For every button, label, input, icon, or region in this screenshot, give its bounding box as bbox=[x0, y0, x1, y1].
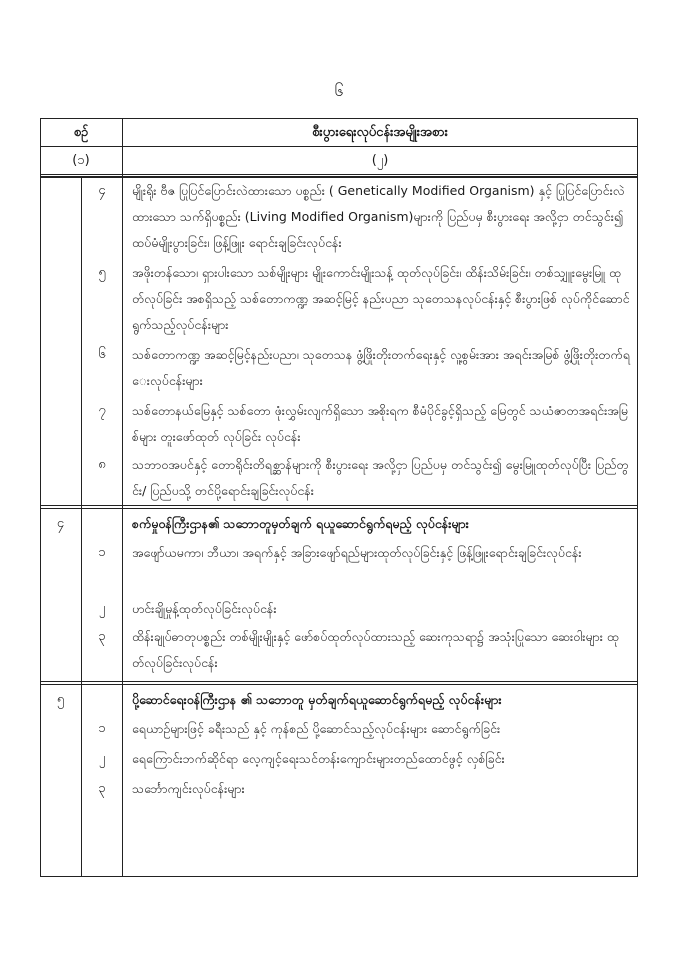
item-text: ရေကြောင်းဘက်ဆိုင်ရာ လေ့ကျင့်ရေးသင်တန်းကျောင်းများတည်ထောင်ဖွင့် လှစ်ခြင်း bbox=[132, 751, 505, 766]
item-text: အဖျော်ယမကာ၊ ဘီယာ၊ အရက်နှင့် အခြားဖျော်ရည်များထုတ်လုပ်ခြင်းနှင့် ဖြန့်ဖြူးရောင်းချခြင်းလုပ်ငန်း bbox=[132, 545, 582, 560]
subheader-1: (၁) bbox=[72, 153, 90, 168]
header-serial: စဉ် bbox=[73, 125, 89, 140]
header-divider bbox=[40, 146, 638, 147]
item-number: ၁ bbox=[98, 721, 106, 736]
item-text: အဖိုးတန်သော၊ ရှားပါးသော သစ်မျိုးများ မျိုးကောင်းမျိုးသန့် ထုတ်လုပ်ခြင်း၊ ထိန်းသိမ်းခြင်း၊ တစ်သျှူးမွေးမြူ ထုတ်လုပ်ခြင်း အစရှိသည့် သစ်တောကဏ္ဍ အဆင့်မြင့် နည်းပညာ သုတေသနလုပ်ငန်းနှင့် စီးပွားဖြစ် လုပ်ကိုင်ဆောင်ရွက်သည့်လုပ်ငန်းများ bbox=[132, 265, 630, 332]
item-number: ၁ bbox=[98, 545, 106, 560]
table-border-right bbox=[637, 118, 638, 877]
item-number: ၄ bbox=[98, 183, 106, 198]
section-5-separator bbox=[40, 681, 638, 685]
item-text: သင်္ဘောကျင်းလုပ်ငန်းများ bbox=[132, 781, 245, 796]
item-number: ၅ bbox=[98, 265, 106, 280]
item-text: ထိန်းချုပ်ဓာတုပစ္စည်း တစ်မျိုးမျိုးနှင့် ဖော်စပ်ထုတ်လုပ်ထားသည့် ဆေးကုသရာ၌ အသုံးပြုသော ဆေးဝါးများ ထုတ်လုပ်ခြင်းလုပ်ငန်း bbox=[132, 629, 619, 670]
page-number: ၆ bbox=[334, 81, 344, 100]
header-business-type: စီးပွားရေးလုပ်ငန်းအမျိုးအစား bbox=[312, 125, 448, 140]
item-text: ဟင်းချိုမှုန့်ထုတ်လုပ်ခြင်းလုပ်ငန်း bbox=[132, 601, 277, 616]
table-border-left bbox=[40, 118, 41, 877]
item-text: သစ်တောနယ်မြေနှင့် သစ်တော ဖုံးလွှမ်းလျက်ရှိသော အစိုးရက စီမံပိုင်ခွင့်ရှိသည့် မြေတွင် သယံဇာတအရင်းအမြစ်များ တူးဖော်ထုတ် လုပ်ခြင်း လုပ်ငန်း bbox=[132, 403, 628, 444]
subheader-2: (၂) bbox=[371, 153, 389, 168]
item-text: ရေယာဉ်များဖြင့် ခရီးသည် နှင့် ကုန်စည် ပို့ဆောင်သည့်လုပ်ငန်းများ ဆောင်ရွက်ခြင်း bbox=[132, 721, 501, 736]
item-number: ၂ bbox=[98, 601, 106, 616]
item-text: မျိုးရိုး ဗီဇ ပြုပြင်ပြောင်းလဲထားသော ပစ္စည်း ( Genetically Modified Organism) နှင့် ပြုပြင်ပြောင်းလဲထားသော သက်ရှိပစ္စည်း (Living Modified Organism)များကို ပြည်ပမှ စီးပွားရေး အလို့ငှာ တင်သွင်း၍ ထပ်မံမျိုးပွားခြင်း၊ ဖြန့်ဖြူး ရောင်းချခြင်းလုပ်ငန်း bbox=[132, 183, 625, 250]
section-title: စက်မှုဝန်ကြီးဌာန၏ သဘောတူမှတ်ချက် ရယူဆောင်ရွက်ရမည့် လုပ်ငန်းများ bbox=[132, 516, 469, 531]
business-types-table bbox=[40, 118, 638, 877]
item-number: ၃ bbox=[98, 781, 106, 796]
item-number: ၈ bbox=[98, 457, 106, 472]
section-title: ပို့ဆောင်ရေးဝန်ကြီးဌာန ၏ သဘောတူ မှတ်ချက်ရယူဆောင်ရွက်ရမည့် လုပ်ငန်းများ bbox=[132, 692, 502, 707]
item-text: သဘာဝအပင်နှင့် တောရိုင်းတိရစ္ဆာန်များကို စီးပွားရေး အလို့ငှာ ပြည်ပမှ တင်သွင်း၍ မွေးမြူထုတ်လုပ်ပြီး ပြည်တွင်း/ ပြည်ပသို့ တင်ပို့ရောင်းချခြင်းလုပ်ငန်း bbox=[132, 457, 629, 498]
item-number: ၆ bbox=[98, 347, 106, 362]
item-number-column-divider bbox=[122, 176, 123, 877]
section-number: ၅ bbox=[56, 692, 65, 707]
item-text: သစ်တောကဏ္ဍ အဆင့်မြင့်နည်းပညာ၊ သုတေသန ဖွံ့ဖြိုးတိုးတက်ရေးနှင့် လူ့စွမ်းအား အရင်းအမြစ် ဖွံ့ဖြိုးတိုးတက်ရေးလုပ်ငန်းများ bbox=[132, 347, 630, 388]
table-border-top bbox=[40, 118, 638, 119]
item-number: ၃ bbox=[98, 629, 106, 644]
table-border-bottom bbox=[40, 876, 638, 877]
item-number: ၇ bbox=[98, 403, 106, 418]
section-4-separator bbox=[40, 505, 638, 509]
section-number: ၄ bbox=[56, 516, 65, 531]
item-number: ၂ bbox=[98, 751, 106, 766]
